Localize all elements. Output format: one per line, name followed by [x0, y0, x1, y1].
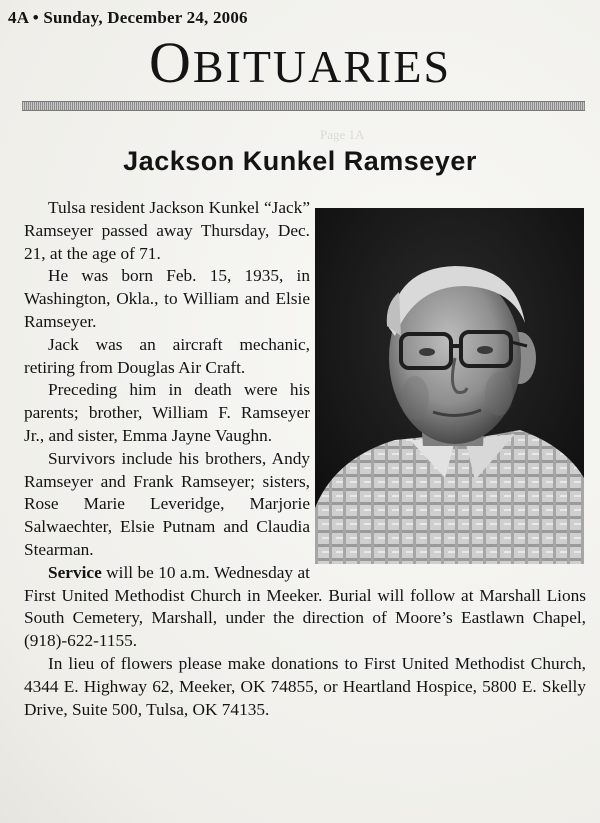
- obituary-paragraph: [24, 562, 586, 653]
- bleed-through-text: Page 1A: [320, 127, 365, 142]
- page-number: 4A: [8, 8, 29, 27]
- paragraph-text: Jack was an aircraft mechanic, retiring from Douglas Air Craft.: [24, 334, 310, 377]
- paragraph-text: Tulsa resident Jackson Kunkel “Jack” Ramseyer passed away Thursday, Dec. 21, at the age of 71.: [24, 198, 310, 263]
- obituary-body: [24, 197, 586, 721]
- section-title-rest: BITUARIES: [192, 41, 452, 92]
- page-header: [8, 8, 598, 30]
- paragraph-lead: Service: [48, 562, 102, 582]
- publication-date: Sunday, December 24, 2006: [43, 8, 248, 27]
- paragraph-text: Preceding him in death were his parents; brother, William F. Ramseyer Jr., and sister, Emma Jayne Vaughn.: [24, 380, 310, 445]
- obituary-paragraph: [24, 653, 586, 721]
- obituary-name: Jackson Kunkel Ramseyer: [123, 146, 477, 176]
- photo-wrap-space: [314, 197, 586, 565]
- section-rule: [22, 101, 585, 111]
- paragraph-text: will be 10 a.m. Wednesday at First United Methodist Church in Meeker. Burial will follow at Marshall Lions South Cemetery, Marshall, under the direction of Moore’s Eastlawn Chapel, (918)-622-1155.: [24, 562, 586, 651]
- section-title-initial: O: [148, 30, 193, 95]
- paragraph-text: He was born Feb. 15, 1935, in Washington, Okla., to William and Elsie Ramseyer.: [24, 266, 310, 331]
- section-title: [0, 30, 600, 96]
- paragraph-text: Survivors include his brothers, Andy Ramseyer and Frank Ramseyer; sisters, Rose Marie Leveridge, Marjorie Salwaechter, Elsie Putnam and Claudia Stearman.: [24, 448, 310, 559]
- paragraph-text: In lieu of flowers please make donations to First United Methodist Church, 4344 E. Highway 62, Meeker, OK 74855, or Heartland Hospice, 5800 E. Skelly Drive, Suite 500, Tulsa, OK 74135.: [24, 653, 586, 719]
- header-bullet: •: [32, 8, 39, 27]
